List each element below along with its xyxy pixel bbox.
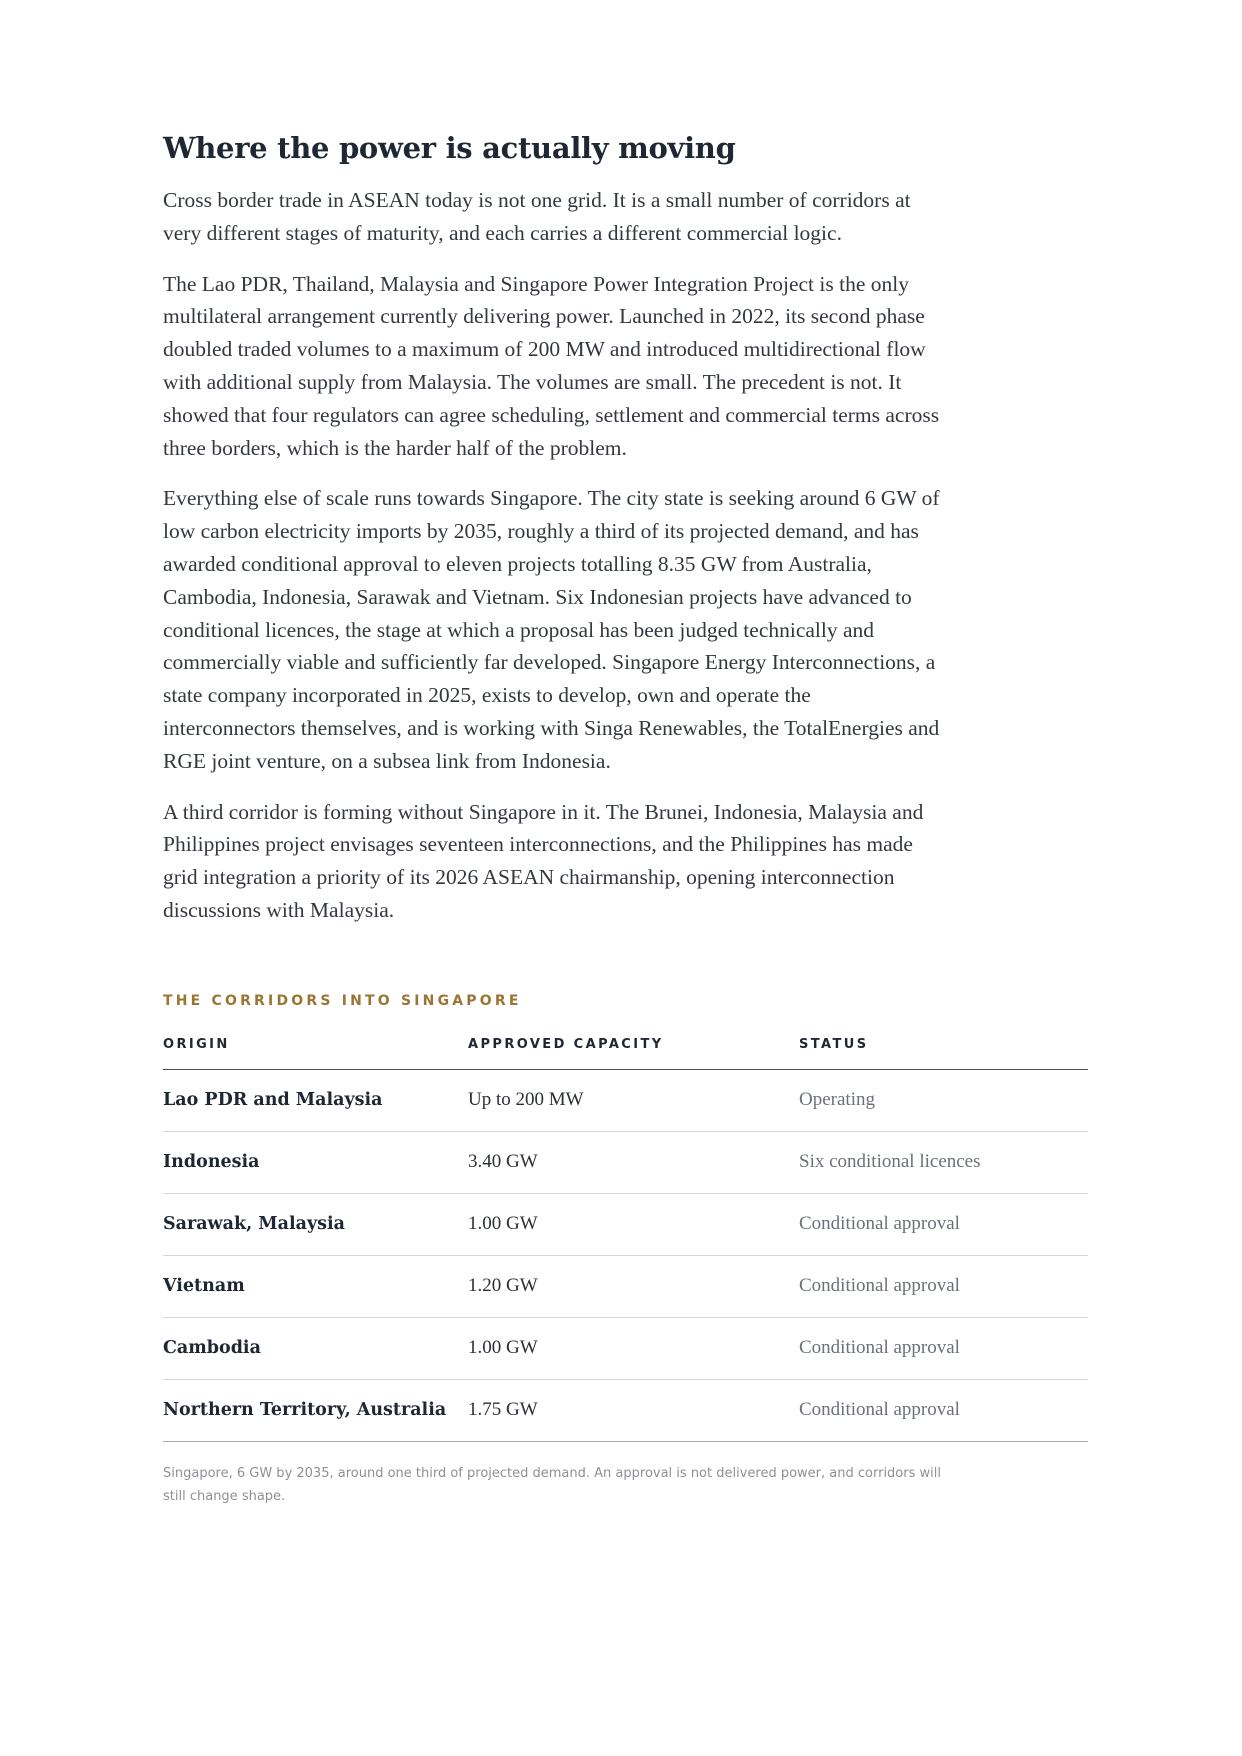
status-cell: Operating bbox=[799, 1069, 1088, 1131]
table-row bbox=[163, 1193, 1088, 1255]
capacity-cell: 3.40 GW bbox=[468, 1131, 799, 1193]
origin-cell: Northern Territory, Australia bbox=[163, 1379, 468, 1441]
capacity-cell: 1.20 GW bbox=[468, 1255, 799, 1317]
table-row bbox=[163, 1317, 1088, 1379]
table-section-label: THE CORRIDORS INTO SINGAPORE bbox=[163, 992, 522, 1009]
origin-cell: Vietnam bbox=[163, 1255, 468, 1317]
table-row bbox=[163, 1131, 1088, 1193]
table-row bbox=[163, 1069, 1088, 1131]
table-header-row bbox=[163, 1035, 1088, 1070]
capacity-cell: 1.00 GW bbox=[468, 1317, 799, 1379]
page-title: Where the power is actually moving bbox=[163, 131, 736, 165]
paragraph-intro: Cross border trade in ASEAN today is not one grid. It is a small number of corridors at very different stages of maturity, and each carries a different commercial logic. bbox=[163, 188, 911, 245]
article-body bbox=[163, 184, 943, 927]
paragraph-singapore: Everything else of scale runs towards Singapore. The city state is seeking around 6 GW of low carbon electricity imports by 2035, roughly a third of its projected demand, and has awarded conditional approval to eleven projects totalling 8.35 GW from Australia, Cambodia, Indonesia, Sarawak and Vietnam. Six Indonesian projects have advanced to conditional licences, the stage at which a proposal has been judged technically and commercially viable and sufficiently far developed. Singapore Energy Interconnections, a state company incorporated in 2025, exists to develop, own and operate the interconnectors themselves, and is working with Singa Renewables, the TotalEnergies and RGE joint venture, on a subsea link from Indonesia. bbox=[163, 486, 940, 773]
corridors-table bbox=[163, 1035, 1088, 1442]
origin-cell: Cambodia bbox=[163, 1317, 468, 1379]
article bbox=[163, 128, 1088, 1508]
paragraph-third-corridor: A third corridor is forming without Singapore in it. The Brunei, Indonesia, Malaysia and Philippines project envisages seventeen interconnections, and the Philippines has made grid integration a priority of its 2026 ASEAN chairmanship, opening interconnection discussions with Malaysia. bbox=[163, 799, 924, 922]
origin-cell: Indonesia bbox=[163, 1131, 468, 1193]
status-cell: Conditional approval bbox=[799, 1317, 1088, 1379]
column-header-origin: ORIGIN bbox=[163, 1035, 468, 1070]
status-cell: Conditional approval bbox=[799, 1379, 1088, 1441]
paragraph-lao-project: The Lao PDR, Thailand, Malaysia and Singapore Power Integration Project is the only multilateral arrangement currently delivering power. Launched in 2022, its second phase doubled traded volumes to a maximum of 200 MW and introduced multidirectional flow with additional supply from Malaysia. The volumes are small. The precedent is not. It showed that four regulators can agree scheduling, settlement and commercial terms across three borders, which is the harder half of the problem. bbox=[163, 271, 940, 460]
capacity-cell: Up to 200 MW bbox=[468, 1069, 799, 1131]
origin-cell: Sarawak, Malaysia bbox=[163, 1193, 468, 1255]
status-cell: Conditional approval bbox=[799, 1193, 1088, 1255]
capacity-cell: 1.00 GW bbox=[468, 1193, 799, 1255]
origin-cell: Lao PDR and Malaysia bbox=[163, 1069, 468, 1131]
status-cell: Six conditional licences bbox=[799, 1131, 1088, 1193]
table-footnote: Singapore, 6 GW by 2035, around one third of projected demand. An approval is not delivered power, and corridors will still change shape. bbox=[163, 1465, 941, 1504]
table-row bbox=[163, 1255, 1088, 1317]
table-row bbox=[163, 1379, 1088, 1441]
status-cell: Conditional approval bbox=[799, 1255, 1088, 1317]
column-header-status: STATUS bbox=[799, 1035, 1088, 1070]
capacity-cell: 1.75 GW bbox=[468, 1379, 799, 1441]
column-header-capacity: APPROVED CAPACITY bbox=[468, 1035, 799, 1070]
